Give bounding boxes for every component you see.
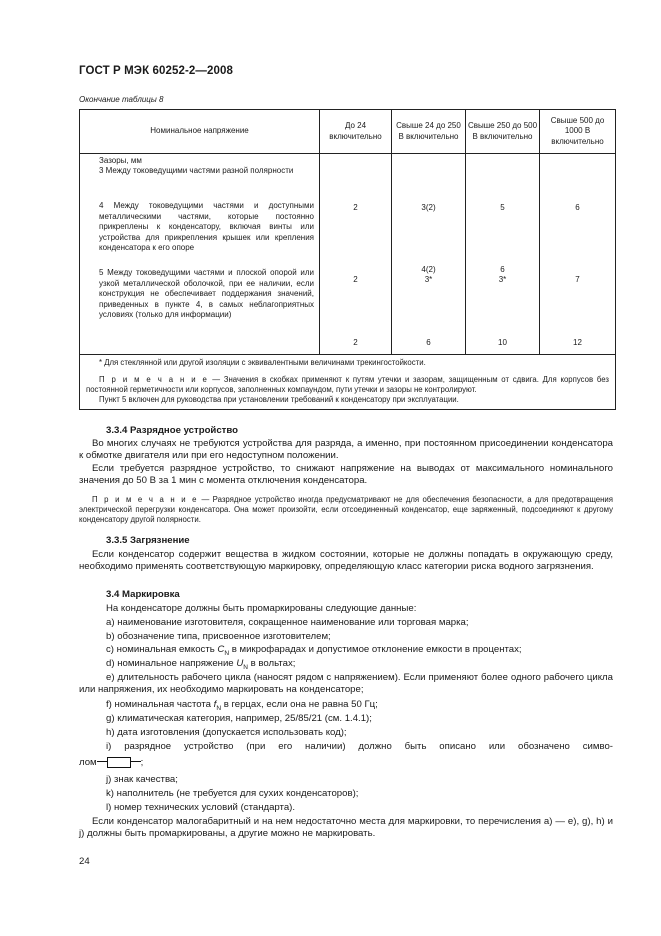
item-f-text-1: f) номинальная частота: [106, 699, 214, 710]
section-3-4-heading: 3.4 Маркировка: [106, 589, 180, 600]
cell-r4-c3: 6 3*: [498, 265, 507, 284]
voltage-subscript: N: [243, 663, 248, 671]
marking-item-i: i) разрядное устройство (при его наличии) должно быть описано или обозначено симво-: [106, 741, 613, 752]
item-d-text-1: d) номинальное напряжение: [106, 658, 237, 669]
table-8: [79, 109, 616, 410]
col-header-250-500: Свыше 250 до 500 В включительно: [466, 110, 540, 154]
col-header-24-250: Свыше 24 до 250 В включительно: [392, 110, 466, 154]
cell-r5-c4: 12: [573, 338, 582, 347]
values-24-250: [392, 154, 466, 355]
section-3-3-4-para-1: Во многих случаях не требуются устройства для разряда, а именно, при постоянном присоединении конденсатора к обмотке двигателя или при его недоступном положении.: [79, 438, 613, 462]
marking-intro: На конденсаторе должны быть промаркированы следующие данные:: [106, 603, 417, 614]
table-note-label: П р и м е ч а н и е: [99, 375, 209, 384]
cell-r3-c1: 2: [353, 203, 358, 212]
item-i-semicolon: ;: [140, 757, 144, 768]
cell-r5-c1: 2: [353, 338, 358, 347]
row-5-label: 5 Между токоведущими частями и плоской опорой или узкой металлической оболочкой, при ее наличии, если конструкция не обеспечивает поддержания значений, приведенных в пункте 4, в самых неблагоприятных условиях (только для информации): [99, 268, 314, 320]
cell-r5-c2: 6: [426, 338, 431, 347]
cell-r4-c1: 2: [353, 275, 358, 284]
item-i-cont-text: лом: [79, 757, 97, 768]
marking-item-e: e) длительность рабочего цикла (наносят рядом с напряжением). Если применяют более одного рабочего цикла или напряжения, их необходимо маркировать на конденсаторе;: [79, 672, 613, 696]
row-4-label: 4 Между токоведущими частями и доступными металлическими частями, которые постоянно прикреплены к конденсатору, включая винты или устройства для прикрепления крышек или крепления конденсатора к его опоре: [99, 201, 314, 253]
group-label: Зазоры, мм: [99, 156, 142, 165]
resistor-symbol-icon: [97, 756, 141, 768]
cell-r3-c3: 5: [500, 203, 505, 212]
item-d-text-2: в вольтах;: [247, 658, 296, 669]
section-3-3-4-note: [79, 495, 613, 525]
footnote-star: * Для стеклянной или другой изоляции с эквивалентными величинами трекингостойкости.: [99, 358, 426, 367]
col-header-up-to-24: До 24 включительно: [320, 110, 392, 154]
frequency-subscript: N: [216, 704, 222, 712]
table-footnote-row: [80, 355, 616, 410]
cell-r3-c2: 3(2): [421, 203, 436, 212]
marking-item-g: g) климатическая категория, например, 25/85/21 (см. 1.4.1);: [106, 713, 372, 724]
item-f-text-2: в герцах, если она не равна 50 Гц;: [221, 699, 378, 710]
item-c-text-1: c) номинальная емкость: [106, 644, 218, 655]
marking-item-l: l) номер технических условий (стандарта).: [106, 802, 296, 813]
capacitance-subscript: N: [224, 649, 230, 657]
row-3-label: 3 Между токоведущими частями разной полярности: [99, 166, 294, 176]
section-3-3-5-heading: 3.3.5 Загрязнение: [106, 535, 190, 546]
note-label: П р и м е ч а н и е: [92, 495, 199, 504]
marking-item-a: a) наименование изготовителя, сокращенное наименование или торговая марка;: [106, 617, 469, 628]
section-3-3-5-para: Если конденсатор содержит вещества в жидком состоянии, которые не должны попадать в окружающую среду, необходимо применять соответствующую маркировку, определяющую класс категории риска водного загрязнения.: [79, 549, 613, 573]
table-header-row: [80, 110, 616, 154]
cell-r4-c2: 4(2) 3*: [421, 265, 436, 284]
section-3-3-4-heading: 3.3.4 Разрядное устройство: [106, 425, 238, 436]
col-header-500-1000: Свыше 500 до 1000 В включительно: [540, 110, 616, 154]
table-caption: Окончание таблицы 8: [79, 95, 164, 104]
marking-item-k: k) наполнитель (не требуется для сухих конденсаторов);: [106, 788, 359, 799]
values-250-500: [466, 154, 540, 355]
row-labels-cell: [80, 154, 320, 355]
cell-r5-c3: 10: [498, 338, 507, 347]
page-number: 24: [79, 856, 90, 867]
table-note-point5: Пункт 5 включен для руководства при установлении требований к конденсатору при эксплуатации.: [99, 395, 459, 404]
section-3-3-4-para-2: Если требуется разрядное устройство, то снижают напряжение на выводах от максимального номинального значения до 50 В за 1 мин с момента отключения конденсатора.: [79, 463, 613, 487]
cell-r4-c4: 7: [575, 275, 580, 284]
marking-final-para: Если конденсатор малогабаритный и на нем недостаточно места для маркировки, то перечисления a) — e), g), h) и j) должны быть промаркированы, а другие можно не маркировать.: [79, 816, 613, 840]
col-header-voltage: Номинальное напряжение: [80, 110, 320, 154]
frequency-symbol: f: [213, 699, 217, 710]
voltage-symbol: U: [236, 658, 244, 669]
table-note-text: — Значения в скобках применяют к путям утечки и зазорам, защищенным от сдвига. Для корпусов без постоянной герметичности или корпусов, заполненных компаундом, пути утечки и зазоры не контролируют.: [86, 375, 609, 394]
marking-item-j: j) знак качества;: [106, 774, 178, 785]
capacitance-symbol: C: [217, 644, 225, 655]
marking-item-h: h) дата изготовления (допускается использовать код);: [106, 727, 347, 738]
values-up-to-24: [320, 154, 392, 355]
marking-item-i-cont: [79, 756, 143, 769]
table-note: [86, 375, 609, 395]
table-body-row: [80, 154, 616, 355]
document-header: ГОСТ Р МЭК 60252-2—2008: [79, 65, 233, 77]
values-500-1000: [540, 154, 616, 355]
note-text: — Разрядное устройство иногда предусматривают не для обеспечения безопасности, а для предотвращения электрической перегрузки конденсатора. Она может произойти, если отсоединенный конденсатор, еще заряженный, подсоединяют к другому конденсатору другой полярности.: [79, 495, 613, 524]
item-c-text-2: в микрофарадах и допустимое отклонение емкости в процентах;: [229, 644, 522, 655]
marking-item-b: b) обозначение типа, присвоенное изготовителем;: [106, 631, 331, 642]
cell-r3-c4: 6: [575, 203, 580, 212]
table-footnotes: [80, 355, 616, 410]
